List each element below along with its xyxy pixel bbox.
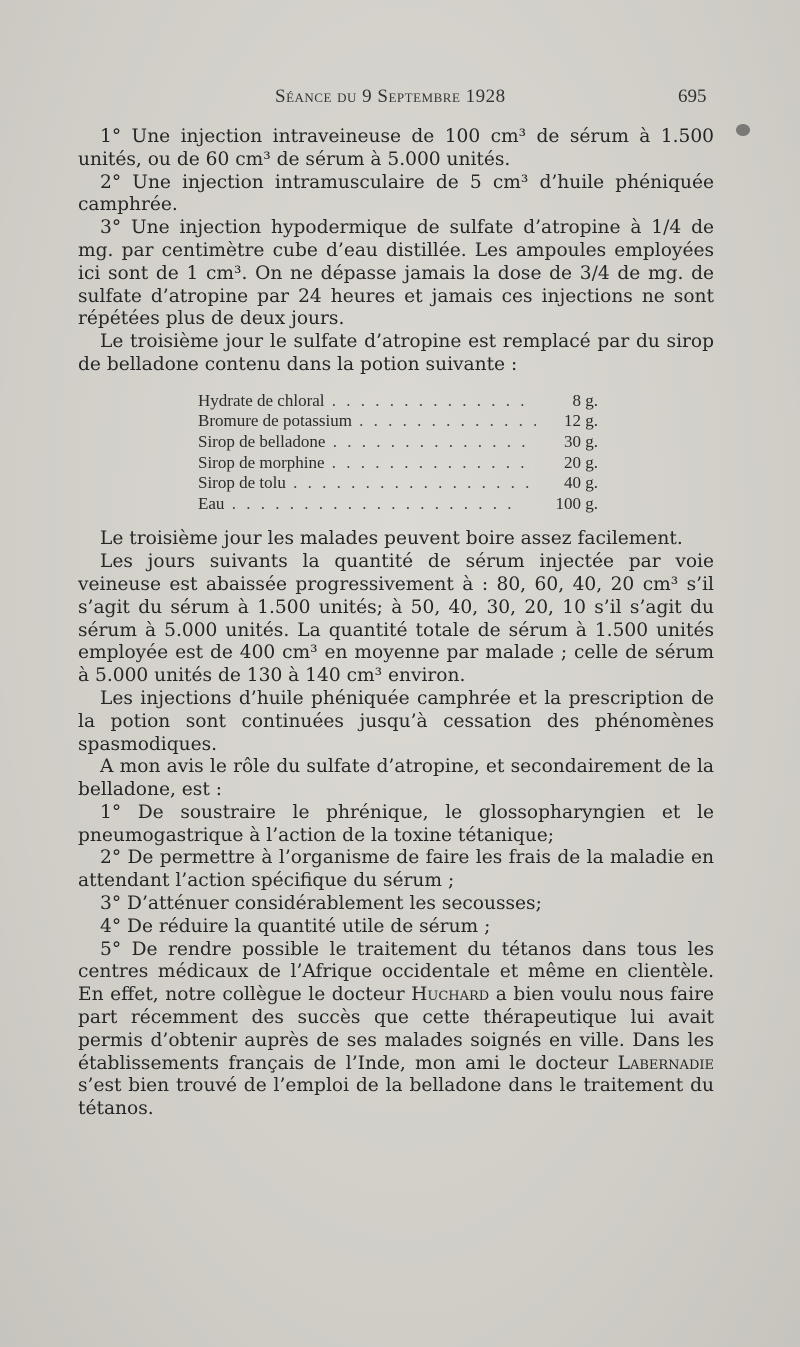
ingredient-quantity: 100 g. — [555, 493, 598, 513]
paragraph: Les jours suivants la quantité de sérum injectée par voie veineuse est abaissée progressivement à : 80, 60, 40, 20 cm³ s’il s’agit du sérum à 1.500 unités; à 50, 40, 30, 20, 10 s’il s’agit du sérum à 5.000 unités. La quantité totale de sérum à 1.500 unités employée est de 400 cm³ en moyenne par malade ; celle de sérum à 5.000 unités de 130 à 140 cm³ environ. — [78, 551, 714, 687]
prescription-row — [198, 411, 598, 432]
header-title: Séance du 9 Septembre 1928 — [275, 86, 506, 107]
paragraph: Le troisième jour les malades peuvent boire assez facilement. — [100, 528, 683, 550]
ingredient-name: Eau . . . — [198, 494, 536, 515]
prescription-row — [198, 391, 598, 412]
prescription-table — [198, 391, 598, 515]
prescription-row — [198, 494, 598, 515]
ingredient-quantity: 30 g. — [564, 431, 598, 451]
prescription-row — [198, 432, 598, 453]
ink-speck — [736, 124, 750, 136]
running-header — [0, 86, 800, 114]
ingredient-quantity: 12 g. — [564, 411, 598, 431]
text-run: s’est bien trouvé de l’emploi de la belladone dans le traitement du tétanos. — [78, 1075, 714, 1120]
paragraph: 4° De réduire la quantité utile de sérum ; — [100, 915, 491, 937]
paragraph: Le troisième jour le sulfate d’atropine est remplacé par du sirop de belladone contenu dans la potion suivante : — [78, 331, 714, 375]
prescription-row — [198, 453, 598, 474]
ingredient-name: Bromure de potassium . . . — [198, 411, 536, 432]
ingredient-name: Sirop de belladone . . . — [198, 432, 536, 453]
text-run: 5° De rendre possible le traitement du tétanos dans tous les centres médicaux de l’Afrique occidentale et même en clientèle. En effet, notre collègue le docteur — [78, 938, 714, 1006]
paragraph: A mon avis le rôle du sulfate d’atropine, et secondairement de la belladone, est : — [78, 756, 714, 801]
ingredient-name: Hydrate de chloral . . . — [198, 391, 536, 412]
ingredient-name: Sirop de morphine . . . — [198, 453, 536, 474]
prescription-row — [198, 473, 598, 494]
paragraph: 1° Une injection intraveineuse de 100 cm³ de sérum à 1.500 unités, ou de 60 cm³ de sérum à 5.000 unités. — [78, 126, 714, 170]
author-name-huchard: Huchard — [411, 984, 490, 1006]
page-number: 695 — [678, 86, 707, 107]
body-text — [78, 126, 714, 1121]
ingredient-quantity: 40 g. — [564, 473, 598, 493]
paragraph: 3° Une injection hypodermique de sulfate d’atropine à 1/4 de mg. par centimètre cube d’eau distillée. Les ampoules employées ici sont de 1 cm³. On ne dépasse jamais la dose de 3/4 de mg. de sulfate d’atropine par 24 heures et jamais ces injections ne sont répétées plus de deux jours. — [78, 217, 714, 330]
paragraph: 3° D’atténuer considérablement les secousses; — [100, 893, 542, 915]
ingredient-name: Sirop de tolu . . . — [198, 473, 536, 494]
paragraph: 2° Une injection intramusculaire de 5 cm³ d’huile phéniquée camphrée. — [78, 171, 714, 216]
author-name-labernadie: Labernadie — [617, 1052, 714, 1074]
paragraph-final — [78, 939, 714, 1121]
paragraph: Les injections d’huile phéniquée camphrée et la prescription de la potion sont continuées jusqu’à cessation des phénomènes spasmodiques. — [78, 687, 714, 755]
ingredient-quantity: 8 g. — [572, 390, 598, 410]
text-run: a bien voulu nous faire part récemment des succès que cette thérapeutique lui avait permis d’obtenir auprès de ses malades soignés en ville. Dans les établissements français de l’Inde, mon ami le docteur — [78, 984, 714, 1074]
paragraph: 2° De permettre à l’organisme de faire les frais de la maladie en attendant l’action spécifique du sérum ; — [78, 847, 714, 892]
paragraph: 1° De soustraire le phrénique, le glossopharyngien et le pneumogastrique à l’action de la toxine tétanique; — [78, 801, 714, 846]
ingredient-quantity: 20 g. — [564, 452, 598, 472]
